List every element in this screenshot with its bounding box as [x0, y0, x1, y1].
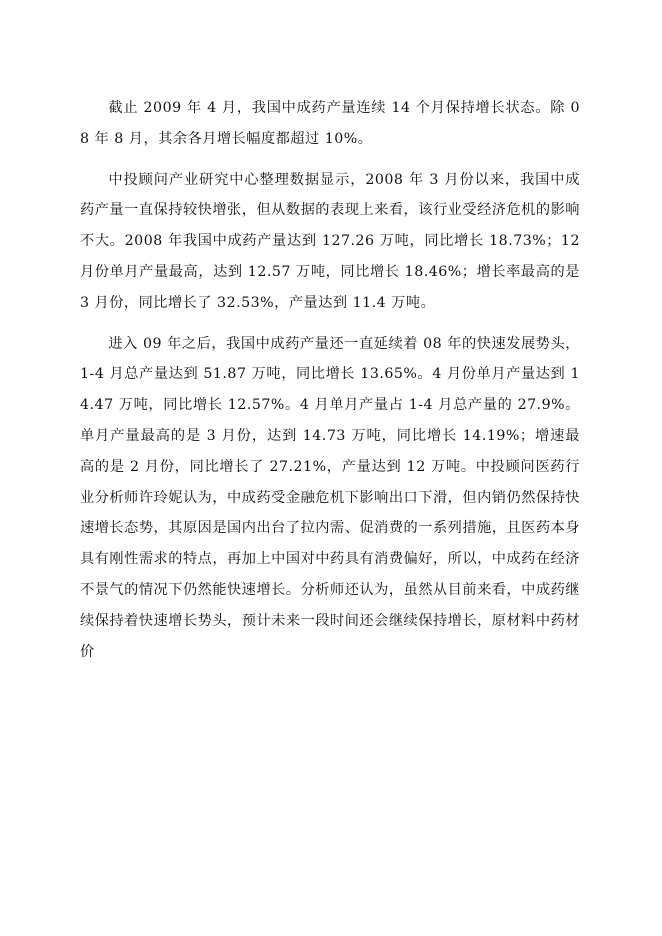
paragraph-2: 中投顾问产业研究中心整理数据显示，2008 年 3 月份以来，我国中成药产量一直保持较快增张，但从数据的表现上来看，该行业受经济危机的影响不大。2008 年我国中成药产量达到 127.26 万吨，同比增长 18.73%；12 月份单月产量最高，达到 12.57 万吨，同比增长 18.46%；增长率最高的是 3 月份，同比增长了 32.53%，产量达到 11.4 万吨。	[80, 171, 580, 311]
paragraph-3: 进入 09 年之后，我国中成药产量还一直延续着 08 年的快速发展势头，1-4 月总产量达到 51.87 万吨，同比增长 13.65%。4 月份单月产量达到 14.47 万吨，同比增长 12.57%。4 月单月产量占 1-4 月总产量的 27.9%。单月产量最高的是 3 月份，达到 14.73 万吨，同比增长 14.19%；增速最高的是 2 月份，同比增长了 27.21%，产量达到 12 万吨。中投顾问医药行业分析师许玲妮认为，中成药受金融危机下影响出口下滑，但内销仍然保持快速增长态势，其原因是国内出台了拉内需、促消费的一系列措施，且医药本身具有刚性需求的特点，再加上中国对中药具有消费偏好，所以，中成药在经济不景气的情况下仍然能快速增长。分析师还认为，虽然从目前来看，中成药继续保持着快速增长势头，预计未来一段时间还会继续保持增长，原材料中药材价	[80, 335, 580, 660]
document-body	[80, 93, 580, 667]
paragraph-1: 截止 2009 年 4 月，我国中成药产量连续 14 个月保持增长状态。除 08 年 8 月，其余各月增长幅度都超过 10%。	[80, 100, 580, 147]
